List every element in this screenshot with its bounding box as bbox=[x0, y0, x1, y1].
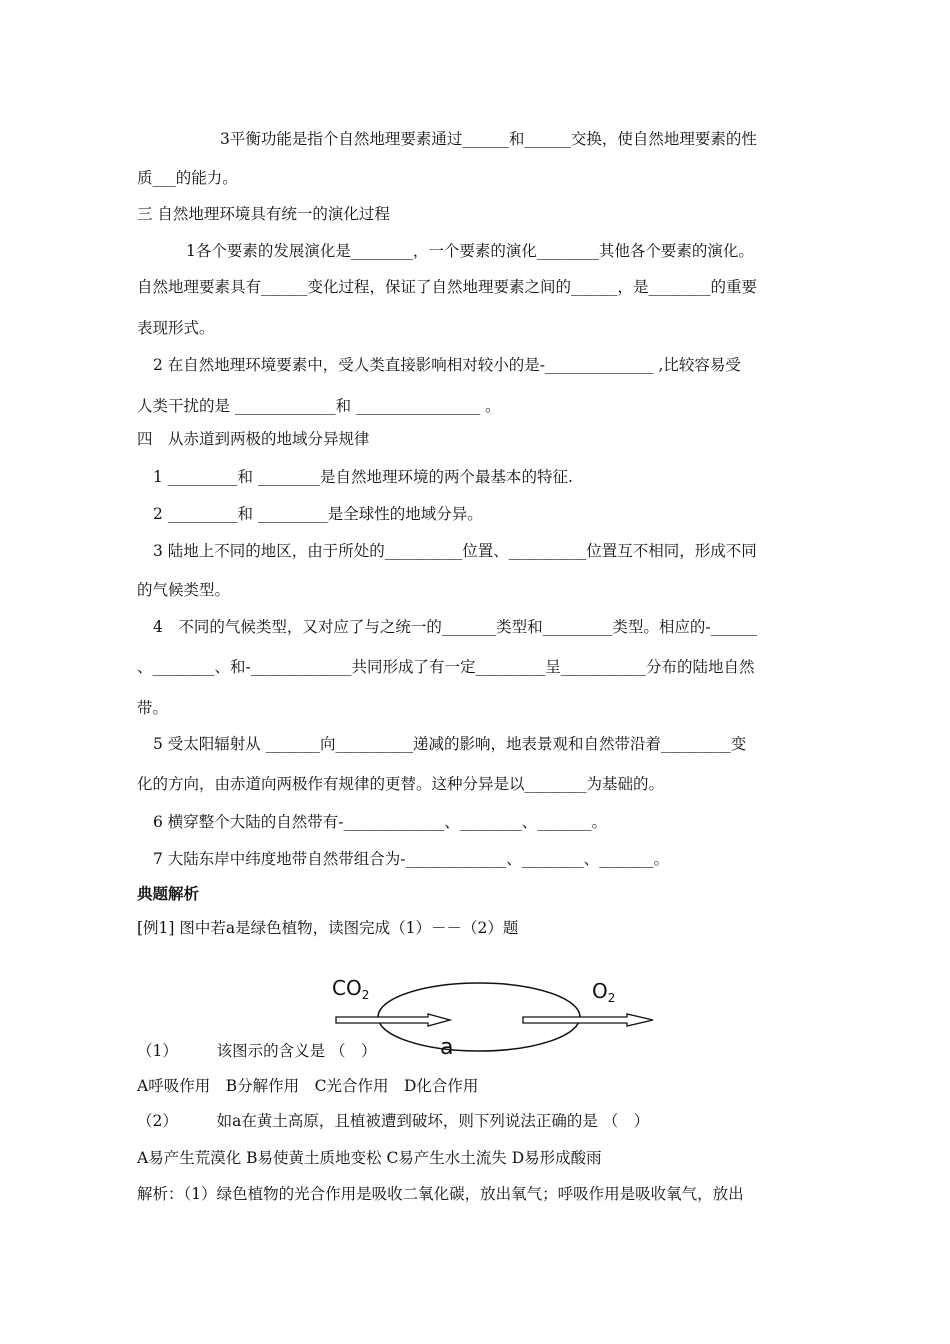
question-2: （2） 如a在黄土高原，且植被遭到破坏，则下列说法正确的是 （ ） bbox=[137, 1112, 650, 1130]
section-heading-examples: 典题解析 bbox=[137, 884, 200, 903]
text-line-16: 带。 bbox=[137, 699, 169, 717]
section-heading-3: 三 自然地理环境具有统一的演化过程 bbox=[137, 205, 390, 223]
o2-label: $O_2$ bbox=[592, 979, 616, 1005]
text-line-14: 4 不同的气候类型，又对应了与之统一的_______类型和_________类型。相应的-______ bbox=[153, 618, 758, 636]
text-line-10: 1 _________和 ________是自然地理环境的两个最基本的特征. bbox=[153, 468, 573, 486]
co2-label: $CO_2$ bbox=[332, 976, 370, 1002]
text-line-5: 自然地理要素具有______变化过程，保证了自然地理要素之间的______，是________的重要 bbox=[137, 278, 758, 296]
text-line-7: 2 在自然地理环境要素中，受人类直接影响相对较小的是-______________ ,比较容易受 bbox=[153, 356, 741, 374]
right-arrow bbox=[523, 1014, 653, 1026]
text-line-12: 3 陆地上不同的地区，由于所处的__________位置、__________位置互不相同，形成不同 bbox=[153, 542, 757, 560]
left-arrow bbox=[336, 1014, 450, 1026]
text-line-8: 人类干扰的是 _____________和 ________________ 。 bbox=[137, 397, 501, 415]
analysis-text: 解析：（1）绿色植物的光合作用是吸收二氧化碳，放出氧气；呼吸作用是吸收氧气，放出 bbox=[137, 1185, 744, 1203]
plant-a-label: a bbox=[440, 1035, 454, 1058]
text-line-4: 1各个要素的发展演化是________，一个要素的演化________其他各个要素的演化。 bbox=[186, 242, 754, 260]
text-line-13: 的气候类型。 bbox=[137, 581, 231, 599]
section-heading-4: 四 从赤道到两极的地域分异规律 bbox=[137, 430, 370, 448]
question-1: （1） 该图示的含义是 （ ） bbox=[137, 1042, 377, 1060]
question-2-options: A易产生荒漠化 B易使黄土质地变松 C易产生水土流失 D易形成酸雨 bbox=[137, 1149, 602, 1167]
example-1-prompt: [例1] 图中若a是绿色植物，读图完成（1）－－（2）题 bbox=[137, 919, 519, 937]
text-line-20: 7 大陆东岸中纬度地带自然带组合为-_____________、________、_______。 bbox=[153, 850, 670, 868]
text-line-2: 质___的能力。 bbox=[137, 169, 238, 187]
text-line-11: 2 _________和 _________是全球性的地域分异。 bbox=[153, 505, 483, 523]
diagram-svg bbox=[330, 968, 670, 1058]
text-line-6: 表现形式。 bbox=[137, 319, 215, 337]
text-line-15: 、________、和-_____________共同形成了有一定_________呈___________分布的陆地自然 bbox=[137, 658, 755, 676]
photosynthesis-diagram bbox=[330, 968, 670, 1058]
text-line-1: 3平衡功能是指个自然地理要素通过______和______交换，使自然地理要素的性 bbox=[220, 130, 757, 148]
text-line-18: 化的方向，由赤道向两极作有规律的更替。这种分异是以________为基础的。 bbox=[137, 775, 665, 793]
text-line-17: 5 受太阳辐射从 _______向__________递减的影响，地表景观和自然带沿着_________变 bbox=[153, 735, 747, 753]
question-1-options: A呼吸作用 B分解作用 C光合作用 D化合作用 bbox=[137, 1077, 479, 1095]
text-line-19: 6 横穿整个大陆的自然带有-_____________、________、_______。 bbox=[153, 813, 608, 831]
